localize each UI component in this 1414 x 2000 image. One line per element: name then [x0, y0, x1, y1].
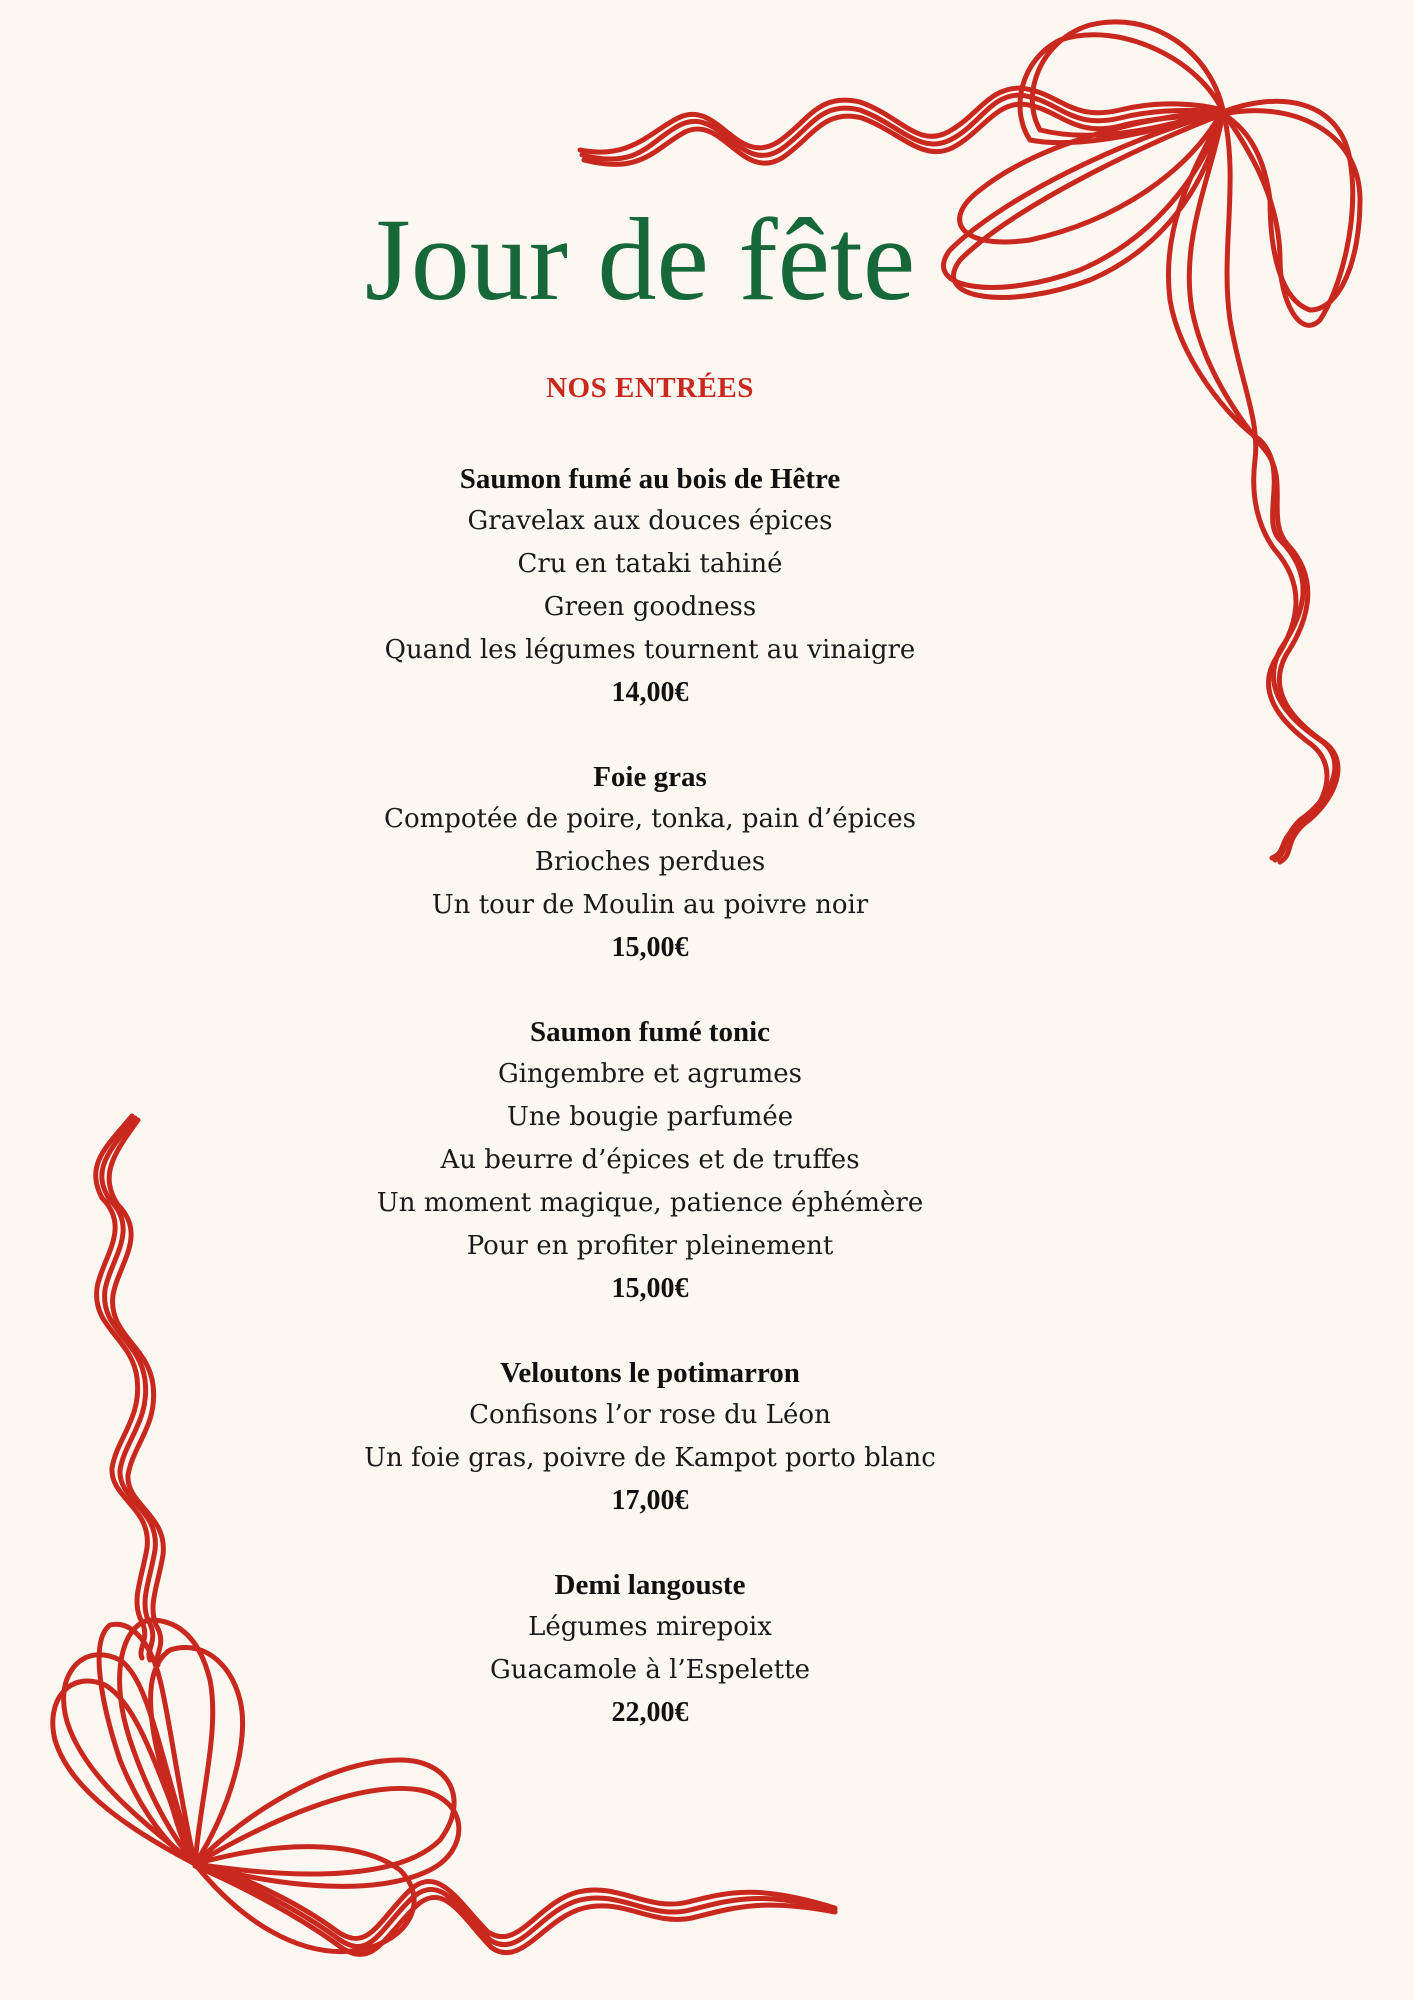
dish-price: 17,00€: [611, 1485, 689, 1516]
dish-description-line: Au beurre d’épices et de truffes: [440, 1145, 860, 1175]
dish-price: 22,00€: [611, 1697, 689, 1728]
dish-name: Demi langouste: [554, 1569, 746, 1601]
dish-description-line: Compotée de poire, tonka, pain d’épices: [384, 804, 916, 834]
dish-description-line: Un moment magique, patience éphémère: [376, 1188, 924, 1218]
dish-description-line: Green goodness: [543, 592, 757, 622]
dish-description-line: Un foie gras, poivre de Kampot porto blanc: [364, 1443, 936, 1473]
dish-name: Saumon fumé tonic: [529, 1016, 771, 1048]
dish-price: 14,00€: [611, 677, 689, 708]
dish-description-line: Confisons l’or rose du Léon: [469, 1400, 831, 1430]
dish-description-line: Guacamole à l’Espelette: [489, 1655, 811, 1685]
menu-item: [0, 756, 1300, 969]
menu-item: [0, 1352, 1300, 1522]
dish-description-line: Gingembre et agrumes: [497, 1059, 803, 1089]
menu-title: Jour de fête: [364, 194, 916, 325]
section-title: NOS ENTRÉES: [546, 372, 754, 404]
dish-price: 15,00€: [611, 932, 689, 963]
dish-name: Veloutons le potimarron: [500, 1357, 800, 1389]
dish-description-line: Pour en profiter pleinement: [466, 1231, 834, 1261]
dish-description-line: Gravelax aux douces épices: [467, 506, 833, 536]
dish-description-line: Brioches perdues: [534, 847, 766, 877]
dish-description-line: Légumes mirepoix: [528, 1612, 772, 1642]
menu-item: [0, 1011, 1300, 1310]
dish-name: Foie gras: [593, 761, 707, 793]
dish-description-line: Cru en tataki tahiné: [517, 549, 783, 579]
dish-description-line: Un tour de Moulin au poivre noir: [431, 890, 869, 920]
dish-price: 15,00€: [611, 1273, 689, 1304]
menu-item: [0, 458, 1300, 714]
menu-list: [0, 458, 1300, 1776]
menu-item: [0, 1564, 1300, 1734]
dish-name: Saumon fumé au bois de Hêtre: [459, 463, 841, 495]
dish-description-line: Quand les légumes tournent au vinaigre: [384, 635, 916, 665]
dish-description-line: Une bougie parfumée: [506, 1102, 794, 1132]
